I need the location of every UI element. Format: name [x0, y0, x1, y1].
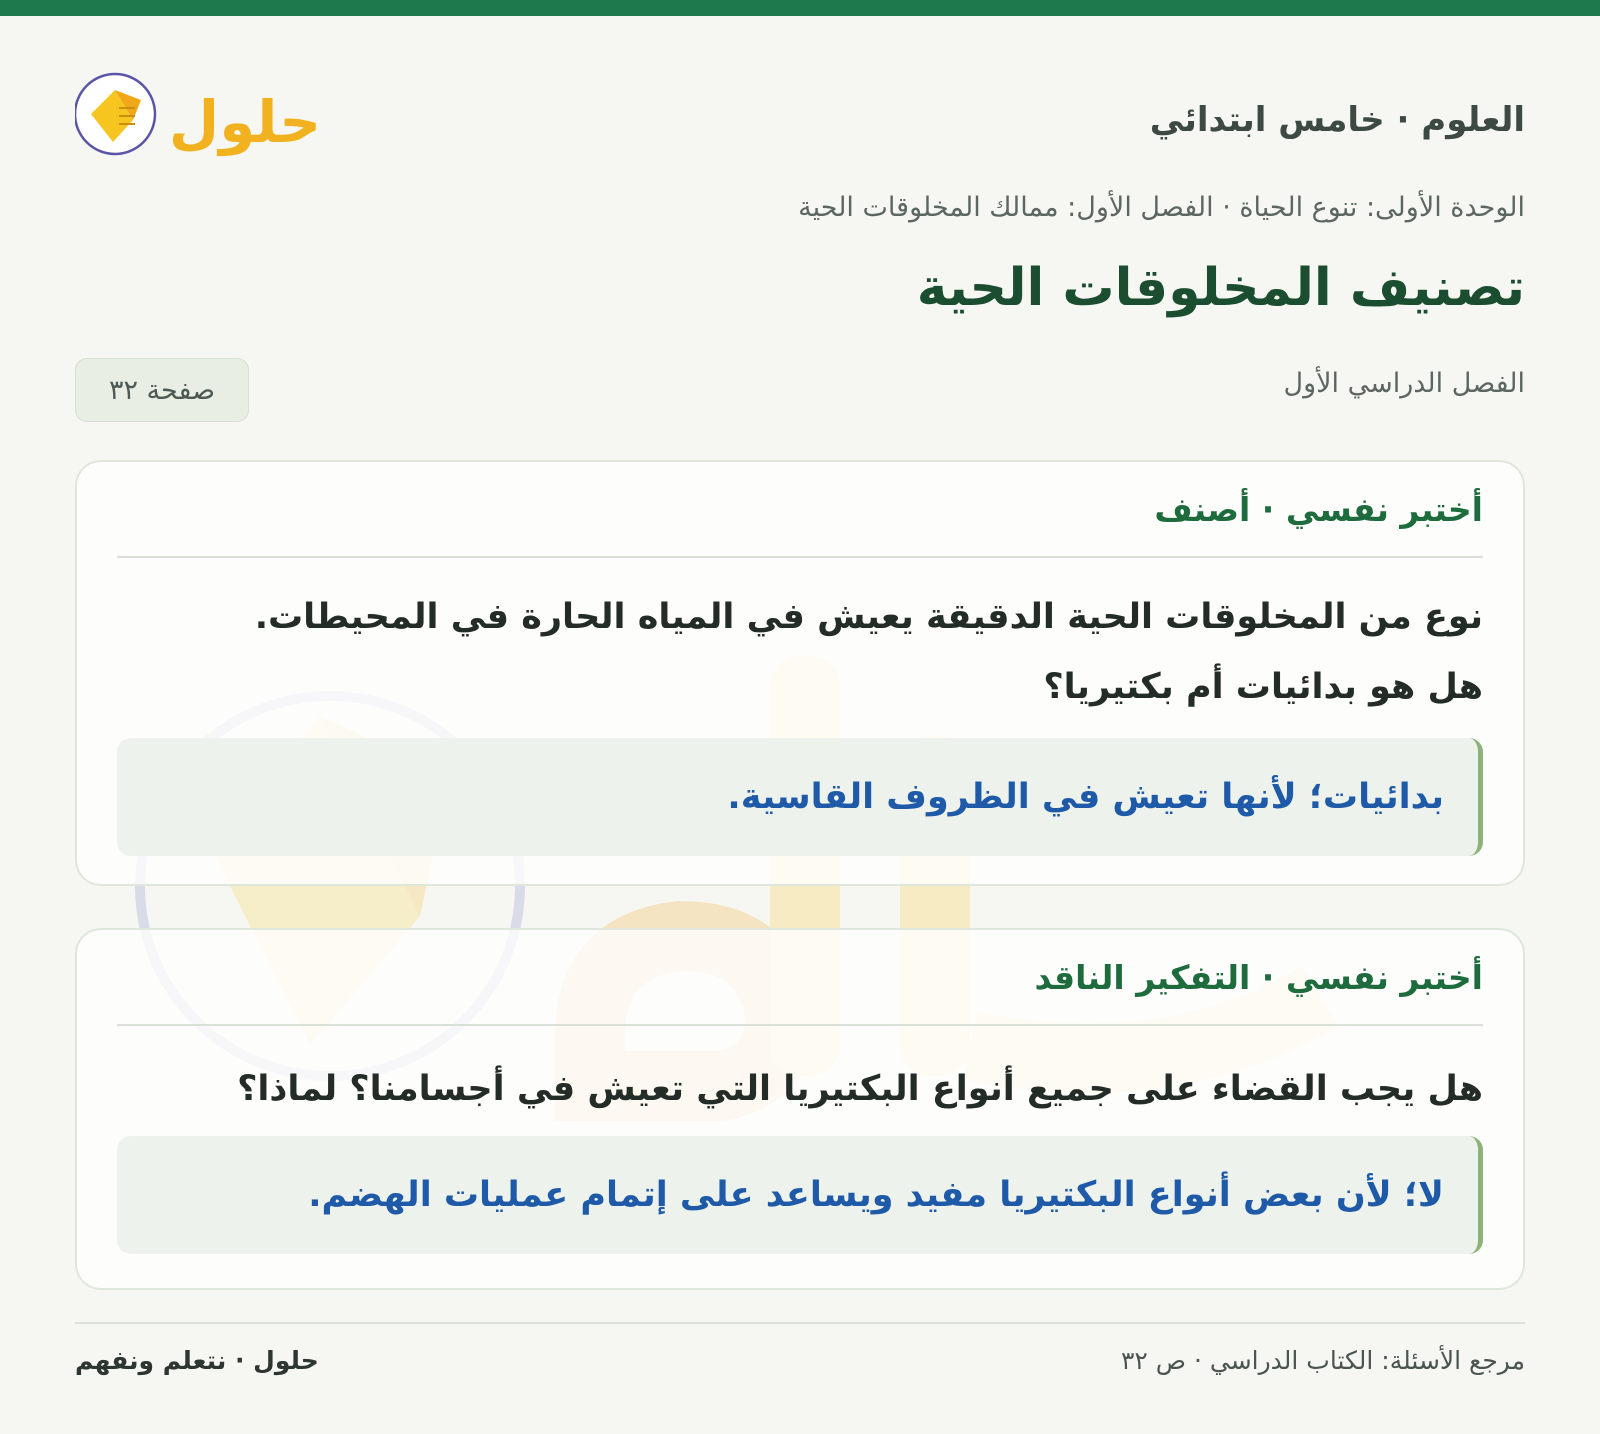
question-text [117, 582, 1483, 722]
subject-label: العلوم · خامس ابتدائي [1149, 100, 1525, 140]
card-divider [117, 1024, 1483, 1026]
page-title: تصنيف المخلوقات الحية [916, 258, 1525, 318]
card-divider [117, 556, 1483, 558]
logo[interactable] [75, 70, 335, 160]
question-text [117, 1054, 1483, 1124]
footer-divider [75, 1322, 1525, 1324]
header [75, 56, 1525, 166]
card-heading: أختبر نفسي · أصنف [1154, 490, 1483, 529]
question-card [75, 460, 1525, 886]
question-card [75, 928, 1525, 1290]
answer-box [117, 1136, 1483, 1254]
question-line: هل يجب القضاء على جميع أنواع البكتيريا التي تعيش في أجسامنا؟ لماذا؟ [237, 1069, 1483, 1109]
page [0, 16, 1600, 1434]
svg-text:حلول: حلول [168, 88, 322, 156]
top-accent-bar [0, 0, 1600, 16]
footer-reference: مرجع الأسئلة: الكتاب الدراسي · ص ٣٢ [1120, 1346, 1525, 1375]
answer-text: بدائيات؛ لأنها تعيش في الظروف القاسية. [727, 777, 1444, 817]
card-heading: أختبر نفسي · التفكير الناقد [1034, 958, 1483, 997]
question-line: هل هو بدائيات أم بكتيريا؟ [1043, 667, 1483, 707]
footer-brand: حلول · نتعلم ونفهم [75, 1346, 319, 1375]
question-line: نوع من المخلوقات الحية الدقيقة يعيش في المياه الحارة في المحيطات. [254, 597, 1483, 637]
answer-text: لا؛ لأن بعض أنواع البكتيريا مفيد ويساعد على إتمام عمليات الهضم. [308, 1175, 1444, 1215]
answer-box [117, 738, 1483, 856]
page-number-badge: صفحة ٣٢ [75, 358, 249, 422]
breadcrumb: الوحدة الأولى: تنوع الحياة · الفصل الأول: ممالك المخلوقات الحية [798, 192, 1525, 223]
term-label: الفصل الدراسي الأول [1283, 368, 1525, 399]
